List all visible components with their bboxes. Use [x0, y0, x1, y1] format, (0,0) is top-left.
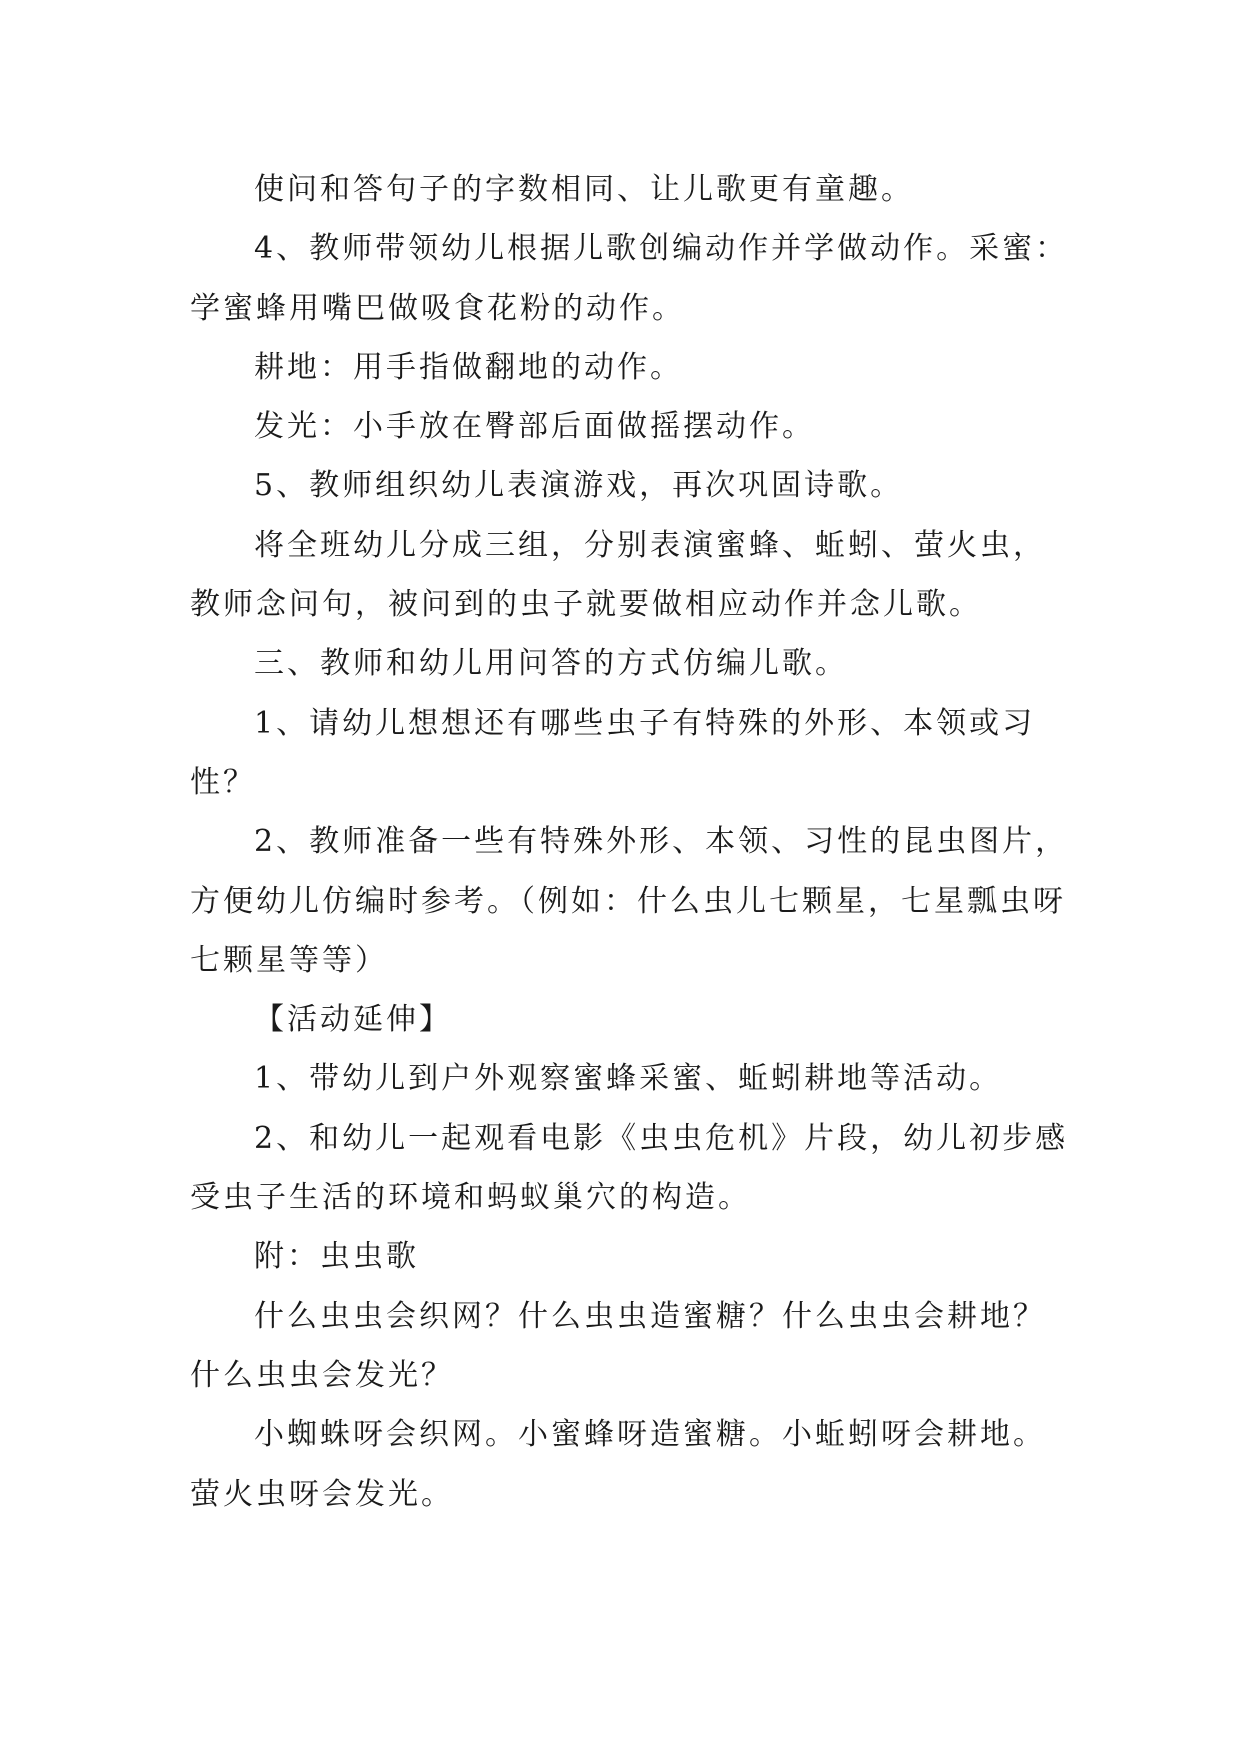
- paragraph-11: 1、带幼儿到户外观察蜜蜂采蜜、蚯蚓耕地等活动。: [254, 1061, 1003, 1097]
- song-questions: 什么虫虫会织网？什么虫虫造蜜糖？什么虫虫会耕地？什么虫虫会发光？: [190, 1298, 1046, 1393]
- paragraph-8: 1、请幼儿想想还有哪些虫子有特殊的外形、本领或习性？: [190, 705, 1036, 800]
- paragraph-2: 4、教师带领幼儿根据儿歌创编动作并学做动作。采蜜：学蜜蜂用嘴巴做吸食花粉的动作。: [190, 231, 1069, 326]
- paragraph-6: 将全班幼儿分成三组，分别表演蜜蜂、蚯蚓、萤火虫，教师念问句，被问到的虫子就要做相应动作并念儿歌。: [190, 527, 1046, 623]
- appendix-title: 附：虫虫歌: [254, 1239, 419, 1275]
- paragraph-4: 发光：小手放在臀部后面做摇摆动作。: [254, 409, 815, 445]
- section-heading-3: 三、教师和幼儿用问答的方式仿编儿歌。: [254, 646, 848, 682]
- section-heading-extension: 【活动延伸】: [254, 1002, 452, 1038]
- paragraph-12: 2、和幼儿一起观看电影《虫虫危机》片段，幼儿初步感受虫子生活的环境和蚂蚁巢穴的构造。: [190, 1120, 1069, 1216]
- paragraph-5: 5、教师组织幼儿表演游戏，再次巩固诗歌。: [254, 468, 904, 504]
- paragraph-3: 耕地：用手指做翻地的动作。: [254, 349, 683, 385]
- paragraph-1: 使问和答句子的字数相同、让儿歌更有童趣。: [254, 172, 914, 207]
- paragraph-9: 2、教师准备一些有特殊外形、本领、习性的昆虫图片，方便幼儿仿编时参考。（例如：什么虫儿七颗星，七星瓢虫呀七颗星等等）: [190, 824, 1069, 978]
- document-body: [190, 160, 1070, 1524]
- song-answers: 小蜘蛛呀会织网。小蜜蜂呀造蜜糖。小蚯蚓呀会耕地。萤火虫呀会发光。: [190, 1417, 1046, 1512]
